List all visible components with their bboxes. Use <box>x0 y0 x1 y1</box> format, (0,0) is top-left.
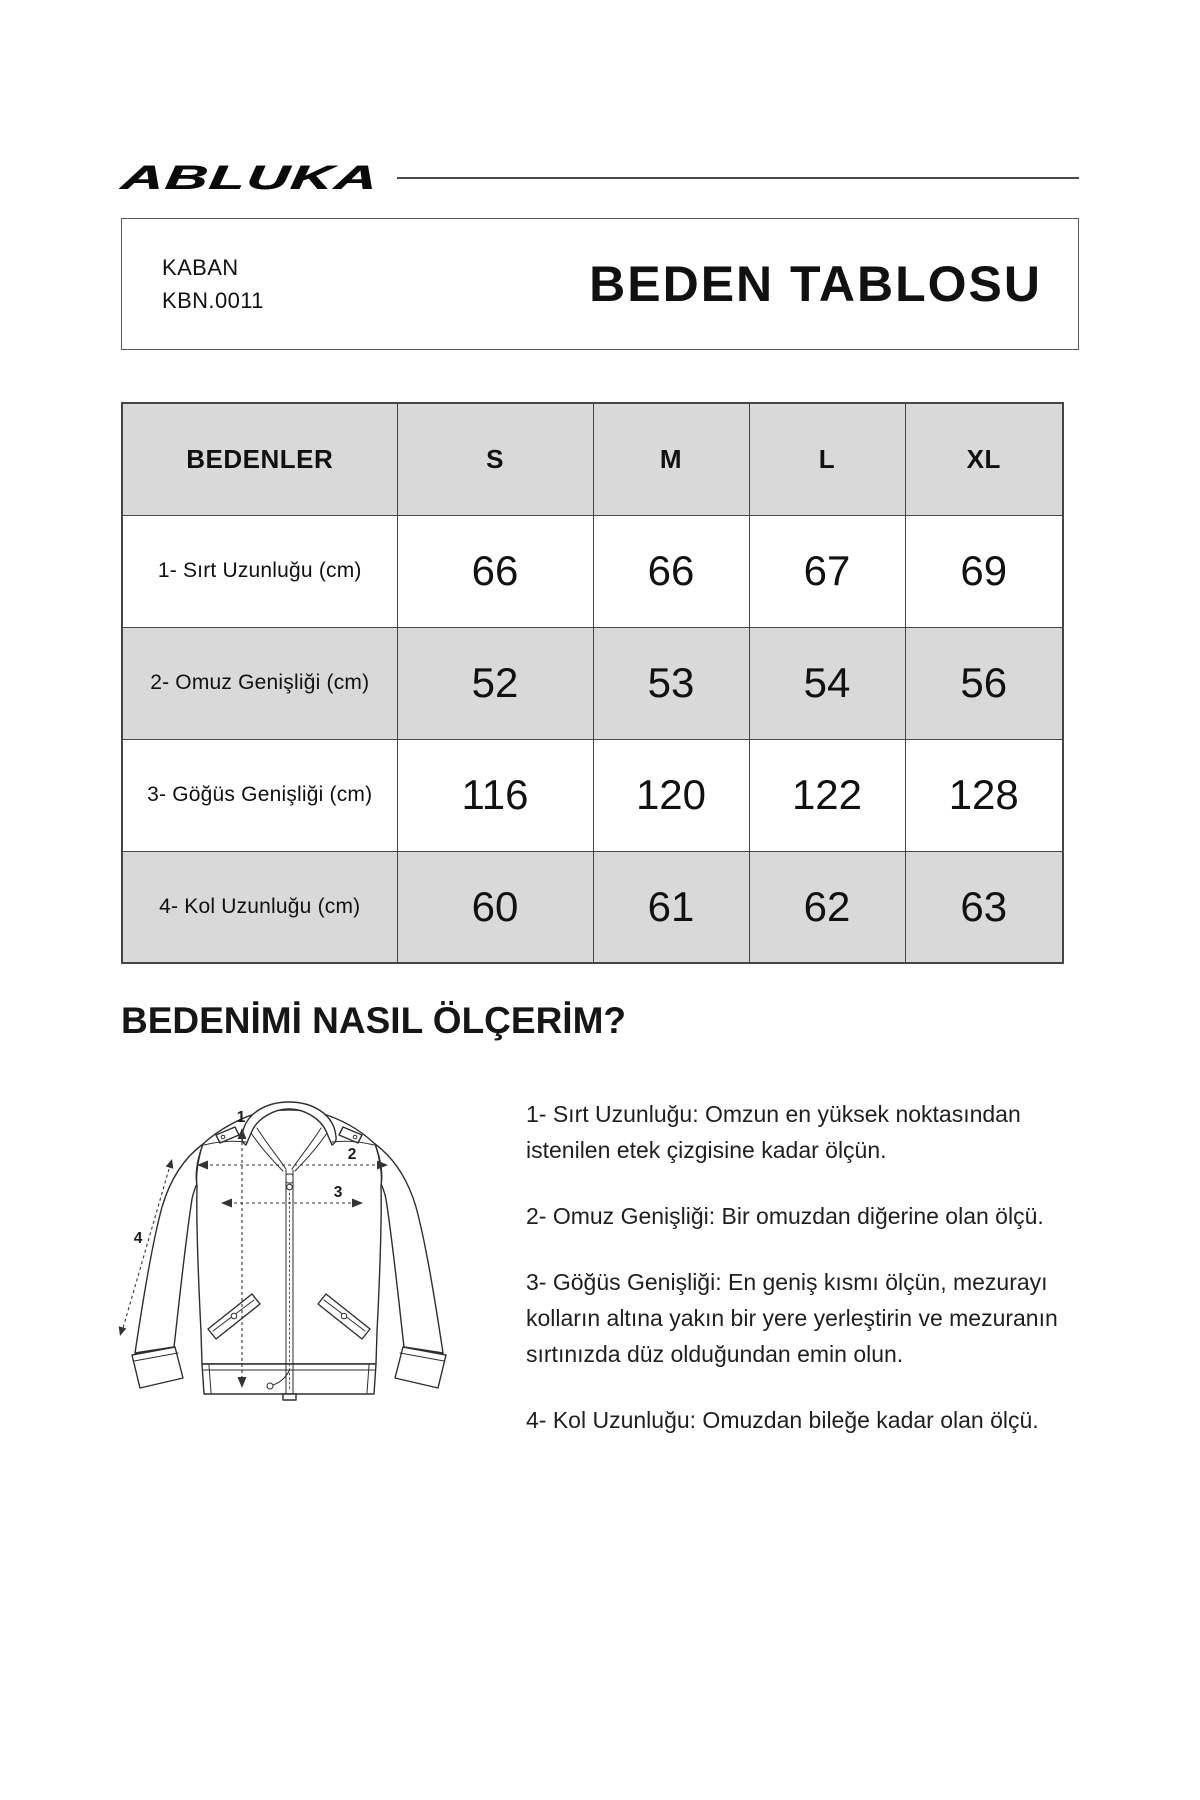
instruction-sleeve-length: 4- Kol Uzunluğu: Omuzdan bileğe kadar olan ölçü. <box>526 1407 1039 1433</box>
row-label-cell: 2- Omuz Genişliği (cm) <box>122 627 397 739</box>
measure-guide-section <box>121 1082 1079 1438</box>
value-cell: 66 <box>397 515 593 627</box>
size-table <box>121 402 1064 964</box>
left-sleeve <box>135 1144 203 1353</box>
value-cell: 116 <box>397 739 593 851</box>
value-cell: 62 <box>749 851 905 963</box>
header-rule-line <box>397 177 1079 179</box>
jacket-outline <box>132 1102 446 1400</box>
product-name: KABAN <box>162 255 239 280</box>
waistband <box>202 1364 376 1394</box>
value-cell: 56 <box>905 627 1063 739</box>
header-cell-m: M <box>593 403 749 515</box>
label-shoulder-width: 2 <box>347 1146 357 1163</box>
label-sleeve-length: 4 <box>133 1230 143 1247</box>
header-cell-bedenler: BEDENLER <box>122 403 397 515</box>
product-info <box>122 251 264 317</box>
header-cell-xl: XL <box>905 403 1063 515</box>
measure-instructions <box>526 1082 1079 1438</box>
instruction-shoulder-width: 2- Omuz Genişliği: Bir omuzdan diğerine olan ölçü. <box>526 1203 1044 1229</box>
label-back-length: 1 <box>236 1109 246 1126</box>
instruction-chest-width: 3- Göğüs Genişliği: En geniş kısmı ölçün, mezurayı kolların altına yakın bir yere yerleştirin ve mezuranın sırtınızda düz olduğundan emin olun. <box>526 1269 1058 1367</box>
value-cell: 54 <box>749 627 905 739</box>
value-cell: 63 <box>905 851 1063 963</box>
brand-logo-box <box>118 158 381 198</box>
row-label-cell: 1- Sırt Uzunluğu (cm) <box>122 515 397 627</box>
label-chest-width: 3 <box>333 1184 343 1201</box>
right-sleeve <box>375 1144 443 1353</box>
value-cell: 122 <box>749 739 905 851</box>
value-cell: 52 <box>397 627 593 739</box>
product-code: KBN.0011 <box>162 288 264 313</box>
value-cell: 53 <box>593 627 749 739</box>
value-cell: 67 <box>749 515 905 627</box>
table-row-sleeve-length <box>122 851 1063 963</box>
header-cell-s: S <box>397 403 593 515</box>
size-chart-title: BEDEN TABLOSU <box>589 256 1042 312</box>
brand-header <box>118 158 1079 197</box>
value-cell: 120 <box>593 739 749 851</box>
value-cell: 69 <box>905 515 1063 627</box>
row-label-cell: 4- Kol Uzunluğu (cm) <box>122 851 397 963</box>
value-cell: 60 <box>397 851 593 963</box>
value-cell: 128 <box>905 739 1063 851</box>
value-cell: 66 <box>593 515 749 627</box>
value-cell: 61 <box>593 851 749 963</box>
table-row-back-length <box>122 515 1063 627</box>
waistband-tab <box>283 1394 296 1400</box>
brand-logo: ABLUKA <box>118 158 381 197</box>
jacket-measurement-diagram <box>80 1082 480 1432</box>
title-card <box>121 218 1079 350</box>
how-to-measure-heading: BEDENİMİ NASIL ÖLÇERİM? <box>121 1000 626 1041</box>
row-label-cell: 3- Göğüs Genişliği (cm) <box>122 739 397 851</box>
size-table-header-row <box>122 403 1063 515</box>
table-row-shoulder-width <box>122 627 1063 739</box>
header-cell-l: L <box>749 403 905 515</box>
instruction-back-length: 1- Sırt Uzunluğu: Omzun en yüksek noktasından istenilen etek çizgisine kadar ölçün. <box>526 1101 1021 1163</box>
table-row-chest-width <box>122 739 1063 851</box>
